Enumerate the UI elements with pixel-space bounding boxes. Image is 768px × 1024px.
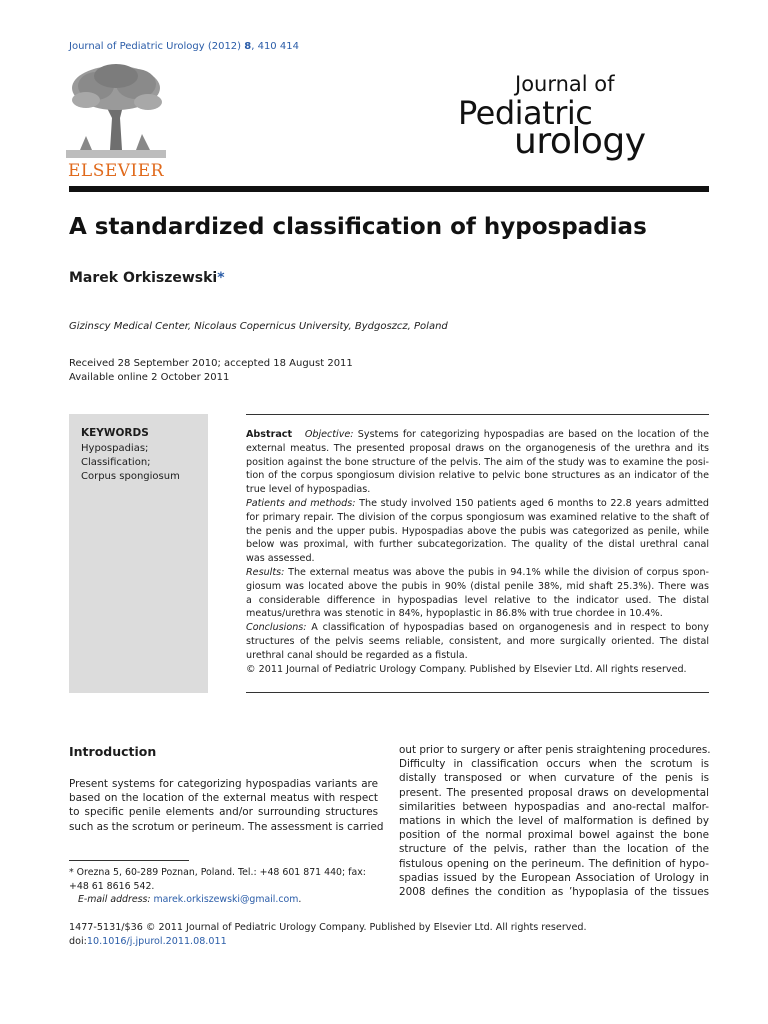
body-line: 2008 defines the condition as ’hypoplasia of the tissues bbox=[399, 886, 709, 899]
doi-link[interactable]: 10.1016/j.jpurol.2011.08.011 bbox=[86, 935, 227, 947]
abstract-line: was assessed. bbox=[246, 553, 315, 565]
body-line: based on the location of the external meatus with respect bbox=[69, 792, 378, 805]
masthead-line-1: Journal of bbox=[515, 72, 615, 96]
keywords-box bbox=[69, 414, 208, 693]
elsevier-wordmark: ELSEVIER bbox=[68, 161, 164, 181]
body-line: Present systems for categorizing hypospadias variants are bbox=[69, 778, 378, 790]
abstract-line: Results: The external meatus was above the pubis in 94.1% while the division of corpus spon- bbox=[246, 566, 709, 578]
keyword-item: Classification; bbox=[81, 457, 151, 468]
results-label: Results: bbox=[246, 566, 285, 578]
abstract-line: structures of the pelvis seems reliable, consistent, and more surgically oriented. The distal bbox=[246, 635, 709, 647]
body-line: fistulous opening on the perineum. The definition of hypo- bbox=[399, 857, 709, 870]
article-dates bbox=[69, 357, 353, 385]
objective-label: Objective: bbox=[304, 429, 354, 440]
body-line: position of the normal proximal bowel against the bone bbox=[399, 829, 709, 842]
abstract-line: Patients and methods: The study involved 150 patients aged 6 months to 22.8 years admitted bbox=[246, 497, 709, 509]
body-line: Difficulty in classification occurs when the scrotum is bbox=[399, 758, 709, 771]
footnote-fax: +48 61 8616 542. bbox=[69, 880, 155, 892]
available-date: Available online 2 October 2011 bbox=[69, 372, 230, 383]
keywords-heading: KEYWORDS bbox=[81, 427, 149, 439]
masthead-line-2: Pediatric bbox=[458, 94, 593, 132]
conclusions-label: Conclusions: bbox=[246, 622, 307, 634]
abstract-line: Conclusions: A classification of hypospadias based on organogenesis and in respect to bony bbox=[246, 622, 709, 634]
email-link[interactable]: marek.orkiszewski@gmail.com bbox=[153, 894, 299, 906]
journal-ref-pages: , 410 414 bbox=[251, 41, 299, 52]
journal-ref-volume: 8 bbox=[244, 41, 252, 52]
abstract-line: a considerable difference in hypospadias level relative to the indicator used. The distal bbox=[246, 594, 709, 606]
header-divider bbox=[69, 186, 709, 192]
email-label: E-mail address: bbox=[77, 894, 151, 906]
keyword-item: Corpus spongiosum bbox=[81, 471, 180, 482]
methods-label: Patients and methods: bbox=[246, 497, 356, 509]
author-footnote bbox=[69, 866, 379, 907]
abstract-line: Abstract Objective: Systems for categorizing hypospadias are based on the location of the bbox=[246, 429, 709, 440]
author-line bbox=[69, 270, 225, 286]
keyword-item: Hypospadias; bbox=[81, 443, 149, 454]
body-line: such as the scrotum or perineum. The assessment is carried bbox=[69, 820, 384, 833]
section-heading-introduction: Introduction bbox=[69, 744, 157, 759]
body-line: present. The presented proposal draws on developmental bbox=[399, 786, 709, 799]
body-line: mations in which the level of malformation is defined by bbox=[399, 815, 709, 828]
received-date: Received 28 September 2010; accepted 18 August 2011 bbox=[69, 358, 353, 369]
abstract-copyright: © 2011 Journal of Pediatric Urology Company. Published by Elsevier Ltd. All rights reserved. bbox=[246, 663, 687, 675]
abstract-line: for primary repair. The division of the corpus spongiosum was examined relative to the shaft of bbox=[246, 511, 709, 523]
page-footer bbox=[69, 921, 587, 948]
article-title: A standardized classification of hypospadias bbox=[69, 214, 647, 240]
abstract-line: meatus/urethra was stenotic in 84%, hypoplastic in 86.8% with true chordee in 10.4%. bbox=[246, 608, 663, 620]
body-line: out prior to surgery or after penis straightening procedures. bbox=[399, 744, 711, 756]
abstract-bottom-rule bbox=[246, 692, 709, 693]
journal-masthead bbox=[458, 72, 718, 164]
abstract-label: Abstract bbox=[246, 429, 293, 440]
abstract-line: tion of the corpus spongiosum division relative to pelvic bone structures as an indicator of the bbox=[246, 470, 709, 482]
issn-copyright: 1477-5131/$36 © 2011 Journal of Pediatric Urology Company. Published by Elsevier Ltd. All rights reserved. bbox=[69, 922, 587, 933]
body-line: spadias issued by the European Association of Urology in bbox=[399, 871, 709, 884]
abstract-line: below was proximal, with further subcategorization. The quality of the distal urethral canal bbox=[246, 539, 709, 551]
journal-ref-prefix: Journal of Pediatric Urology (2012) bbox=[69, 41, 245, 52]
abstract-top-rule bbox=[246, 414, 709, 415]
abstract-line: position against the bone structure of the pelvis. The aim of the study was to examine the posi- bbox=[246, 456, 709, 468]
body-line: similarities between hypospadias and ano-rectal malfor- bbox=[399, 800, 709, 813]
author-name: Marek Orkiszewski bbox=[69, 270, 218, 286]
abstract-line: giosum was located above the pubis in 90% (distal penile 38%, mid shaft 25.3%). There was bbox=[246, 580, 709, 592]
abstract-line: the penis and the upper pubis. Hypospadias above the pubis was categorized as penile, while bbox=[246, 525, 709, 537]
footnote-rule bbox=[69, 860, 189, 861]
intro-left-column bbox=[69, 777, 384, 834]
author-footnote-link[interactable]: * bbox=[217, 270, 225, 286]
abstract-line: true level of hypospadias. bbox=[246, 484, 371, 496]
affiliation: Gizinscy Medical Center, Nicolaus Copernicus University, Bydgoszcz, Poland bbox=[69, 321, 448, 332]
body-line: to specific penile elements and/or surrounding structures bbox=[69, 806, 378, 819]
footnote-address: * Orezna 5, 60-289 Poznan, Poland. Tel.: +48 601 871 440; fax: bbox=[69, 867, 366, 878]
doi-line: doi:10.1016/j.jpurol.2011.08.011 bbox=[69, 935, 227, 947]
body-line: distally transposed or when curvature of the penis is bbox=[399, 772, 709, 785]
abstract-line: urethral canal should be regarded as a fistula. bbox=[246, 649, 468, 661]
abstract bbox=[246, 428, 709, 676]
masthead-line-3: urology bbox=[514, 121, 646, 162]
footnote-email-line: E-mail address: marek.orkiszewski@gmail.com. bbox=[77, 894, 302, 906]
intro-right-column bbox=[399, 743, 709, 899]
journal-reference[interactable] bbox=[69, 41, 299, 52]
keywords-list bbox=[81, 442, 180, 484]
body-line: structure of the pelvis, rather than the location of the bbox=[399, 843, 709, 856]
abstract-line: external meatus. The presented proposal draws on the organogenesis of the urethra and its bbox=[246, 442, 709, 454]
